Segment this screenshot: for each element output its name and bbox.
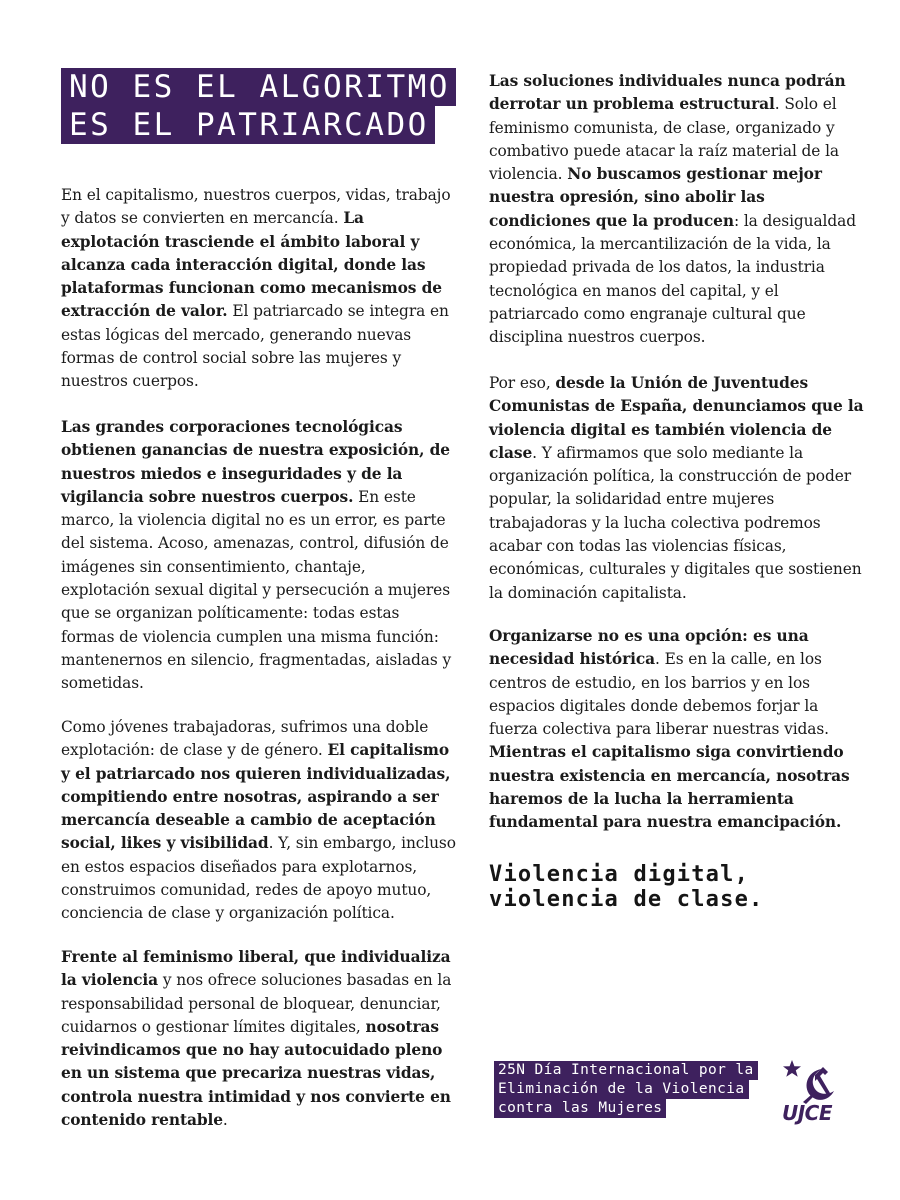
paragraph-2 [61,416,456,696]
star-icon [783,1060,801,1077]
text-run: . Y afirmamos que solo mediante la organización política, la construcción de poder popular, la solidaridad entre mujeres trabajadoras y la lucha colectiva podremos acabar con todas las violencias físicas, económicas, culturales y digitales que sostienen la dominación capitalista. [489,443,862,602]
text-run: Las soluciones individuales nunca podrán derrotar un problema estructural [489,72,846,114]
text-run: Organizarse no es una opción: es una necesidad histórica [489,627,809,669]
text-run: En este marco, la violencia digital no es un error, es parte del sistema. Acoso, amenazas, control, difusión de imágenes sin consentimiento, chantaje, explotación sexual digital y persecución a mujeres que se organizan políticamente: todas estas formas de violencia cumplen una misma función: mantenernos en silencio, fragmentadas, aisladas y sometidas. [61,487,452,693]
page-title [61,68,456,144]
event-banner-line-2: Eliminación de la Violencia [494,1080,749,1099]
title-line-1: NO ES EL ALGORITMO [61,68,456,106]
event-banner [494,1061,758,1118]
paragraph-5 [489,70,864,350]
text-run: No buscamos gestionar mejor nuestra opresión, sino abolir las condiciones que la producen [489,165,822,230]
slogan [489,862,763,912]
slogan-line-2: violencia de clase. [489,887,764,912]
text-run: Por eso, [489,374,556,392]
paragraph-1 [61,184,456,394]
text-run: Las grandes corporaciones tecnológicas obtienen ganancias de nuestra exposición, de nuestros miedos e inseguridades y de la vigilancia sobre nuestros cuerpos. [61,418,450,506]
text-run: El capitalismo y el patriarcado nos quieren individualizadas, compitiendo entre nosotras, aspirando a ser mercancía deseable a cambio de aceptación social, likes y visibilidad [61,741,451,853]
event-banner-line-1: 25N Día Internacional por la [494,1061,758,1080]
text-run: Como jóvenes trabajadoras, sufrimos una doble explotación: de clase y de género. [61,718,429,760]
text-run: . [222,1111,228,1130]
text-run: y nos ofrece soluciones basadas en la responsabilidad personal de bloquear, denunciar, cuidarnos o gestionar límites digitales, [61,971,452,1036]
text-run: El patriarcado se integra en estas lógicas del mercado, generando nuevas formas de control social sobre las mujeres y nuestros cuerpos. [61,302,449,391]
paragraph-3 [61,716,456,926]
text-run: . Y, sin embargo, incluso en estos espacios diseñados para explotarnos, construimos comunidad, redes de apoyo mutuo, conciencia de clase y organización política. [61,834,456,923]
title-line-2: ES EL PATRIARCADO [61,106,435,144]
text-run: : la desigualdad económica, la mercantilización de la vida, la propiedad privada de los datos, la industria tecnológica en manos del capital, y el patriarcado como engranaje cultural que disciplina nuestros cuerpos. [489,211,856,347]
paragraph-4 [61,946,456,1132]
text-run: Mientras el capitalismo siga convirtiendo nuestra existencia en mercancía, nosotras haremos de la lucha la herramienta fundamental para nuestra emancipación. [489,743,850,832]
text-run: La explotación trasciende el ámbito laboral y alcanza cada interacción digital, donde las plataformas funcionan como mecanismos de extracción de valor. [61,209,442,321]
paragraph-7 [489,625,864,835]
event-banner-line-3: contra las Mujeres [494,1099,666,1118]
text-run: En el capitalismo, nuestros cuerpos, vidas, trabajo y datos se convierten en mercancía. [61,186,451,228]
text-run: Frente al feminismo liberal, que individualiza la violencia [61,948,451,990]
paragraph-6 [489,372,864,605]
text-run: . Es en la calle, en los centros de estudio, en los barrios y en los espacios digitales donde debemos forjar la fuerza colectiva para liberar nuestras vidas. [489,650,829,739]
text-run: . Solo el feminismo comunista, de clase, organizado y combativo puede atacar la raíz material de la violencia. [489,95,840,184]
text-run: nosotras reivindicamos que no hay autocuidado pleno en un sistema que precariza nuestras vidas, controla nuestra intimidad y nos convierte en contenido rentable [61,1017,451,1130]
slogan-line-1: Violencia digital, [489,862,750,887]
text-run: desde la Unión de Juventudes Comunistas de España, denunciamos que la violencia digital es también violencia de clase [489,374,864,462]
ujce-logo: UJCE [782,1101,833,1125]
